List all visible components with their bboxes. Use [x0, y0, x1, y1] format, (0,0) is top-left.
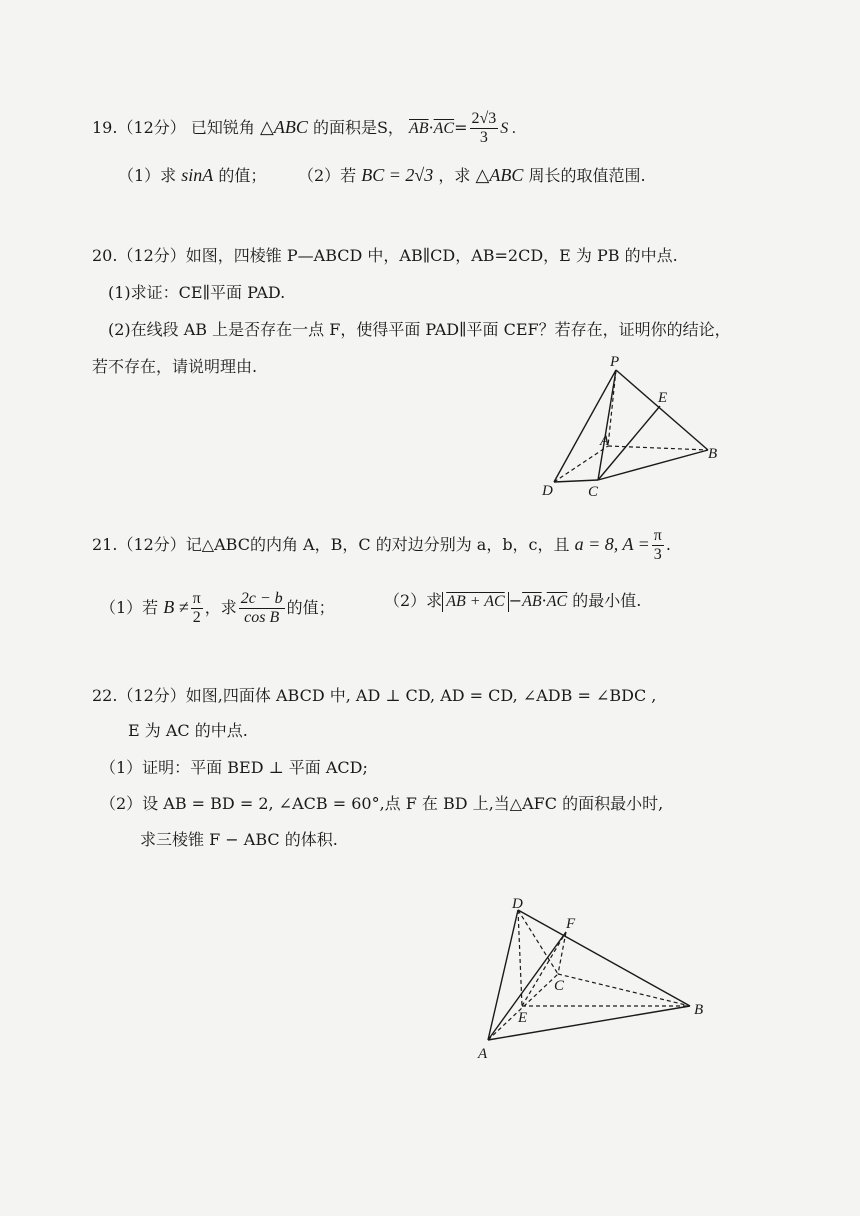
q22-edge-da — [488, 910, 518, 1040]
q19-frac-den: 3 — [479, 129, 488, 146]
q22-tetrahedron-figure — [470, 890, 720, 1070]
q19-p1-tail: 的值； — [218, 166, 267, 185]
q21-part2 — [384, 590, 641, 613]
q20-line3: (2)在线段 AB 上是否存在一点 F，使得平面 PAD∥平面 CEF？若存在，证明你的结论， — [108, 320, 731, 339]
q22-label-f: F — [566, 916, 576, 932]
q21-frac-c — [239, 590, 285, 627]
q21-p1-cond: B ≠ — [163, 597, 189, 617]
q19-p1-label: （1）求 — [118, 166, 177, 185]
q19-part2 — [298, 164, 646, 187]
q21-p2-abs: AB + AC — [442, 592, 509, 612]
q21-p2-minus: − — [508, 591, 523, 610]
q19-dot: · — [428, 118, 434, 137]
q22-label-d: D — [512, 896, 523, 912]
q21-p2-vec-ab: $\overline{AB}$ — [522, 593, 542, 610]
q20-line2: (1)求证：CE∥平面 PAD. — [108, 283, 286, 302]
q19-p2-expr: BC = 2√3 — [361, 165, 434, 185]
q21-frac-a-num: π — [653, 527, 662, 544]
q22-label-c: C — [554, 978, 565, 994]
q19-part1 — [118, 164, 266, 187]
q19-vector-ac: $\overline{AC}$ — [433, 120, 455, 137]
q22-line2: E 为 AC 的中点. — [128, 721, 248, 740]
q19-p2-tail: 周长的取值范围. — [528, 166, 646, 185]
q21-p2-tail: 的最小值. — [572, 591, 642, 610]
q20-line4: 若不存在，请说明理由. — [92, 357, 258, 376]
q20-label-c: C — [588, 484, 599, 500]
q20-edge-pb — [616, 370, 708, 450]
q22-line1: 22.（12分）如图,四面体 ABCD 中, AD ⊥ CD, AD = CD, ∠ADB = ∠BDC , — [92, 686, 657, 705]
q21-line1-text: 21.（12分）记△ABC的内角 A，B，C 的对边分别为 a，b，c，且 — [92, 535, 570, 554]
q20-line1: 20.（12分）如图，四棱锥 P—ABCD 中，AB∥CD，AB=2CD，E 为 PB 的中点. — [92, 246, 678, 265]
q21-line1-math: a = 8, A = — [574, 534, 650, 554]
q19-triangle: △ABC — [260, 117, 308, 137]
q21-p1-label: （1）若 — [100, 598, 159, 617]
q21-frac-c-den: cos B — [244, 609, 280, 626]
q20-label-a: A — [600, 433, 610, 449]
q20-label-d: D — [542, 483, 553, 499]
q19-p2-triangle: △ABC — [475, 165, 524, 185]
q21-p1-ask: ，求 — [204, 598, 237, 617]
q22-line3: （1）证明：平面 BED ⊥ 平面 ACD; — [100, 758, 368, 777]
q22-edge-dc — [518, 910, 558, 974]
q22-edge-cb — [558, 974, 690, 1006]
q21-frac-b — [191, 590, 203, 627]
q19-fraction — [470, 110, 499, 147]
q21-part1 — [100, 590, 335, 627]
q21-frac-b-num: π — [192, 590, 201, 607]
q19-intro: 已知锐角 — [190, 118, 255, 137]
q19-p2-label: （2）若 — [298, 166, 357, 185]
q19-header: 19.（12分） — [92, 118, 186, 137]
q21-line1 — [92, 527, 671, 564]
q22-line5: 求三棱锥 F − ABC 的体积. — [140, 830, 338, 849]
q21-p2-label: （2）求 — [384, 591, 443, 610]
q21-frac-a-den: 3 — [653, 546, 662, 563]
q19-mid: 的面积是S， — [312, 118, 404, 137]
q19-equals: = — [454, 118, 468, 137]
q20-edge-da — [554, 446, 608, 482]
q21-frac-c-num: 2c − b — [240, 590, 283, 607]
q22-line4: （2）设 AB = BD = 2, ∠ACB = 60°,点 F 在 BD 上,当△AFC 的面积最小时, — [100, 794, 664, 813]
q19-p1-expr: sinA — [181, 165, 214, 185]
q19-p2-mid: ，求 — [438, 166, 471, 185]
q20-label-b: B — [708, 446, 718, 462]
q20-edge-dc — [554, 480, 598, 482]
q21-line1-end: . — [665, 535, 671, 554]
q20-label-p: P — [610, 354, 620, 370]
q20-label-e: E — [658, 390, 668, 406]
q21-frac-a — [652, 527, 664, 564]
q22-label-e: E — [518, 1010, 528, 1026]
q22-edge-db — [518, 910, 690, 1006]
q21-frac-b-den: 2 — [192, 609, 201, 626]
q20-pyramid-figure — [530, 350, 730, 500]
q21-p1-tail: 的值； — [286, 598, 335, 617]
q22-edge-de — [518, 910, 522, 1006]
q22-label-a: A — [478, 1046, 488, 1062]
q22-label-b: B — [694, 1002, 704, 1018]
q19-frac-num: 2√3 — [471, 110, 497, 127]
q20-edge-cb — [598, 450, 708, 480]
q19-vector-ab: $\overline{AB}$ — [409, 120, 429, 137]
q19-line1 — [92, 110, 516, 147]
q19-tail: S . — [500, 120, 517, 137]
q21-p2-dot: · — [541, 591, 547, 610]
q21-p2-vec-ac: $\overline{AC}$ — [546, 593, 568, 610]
